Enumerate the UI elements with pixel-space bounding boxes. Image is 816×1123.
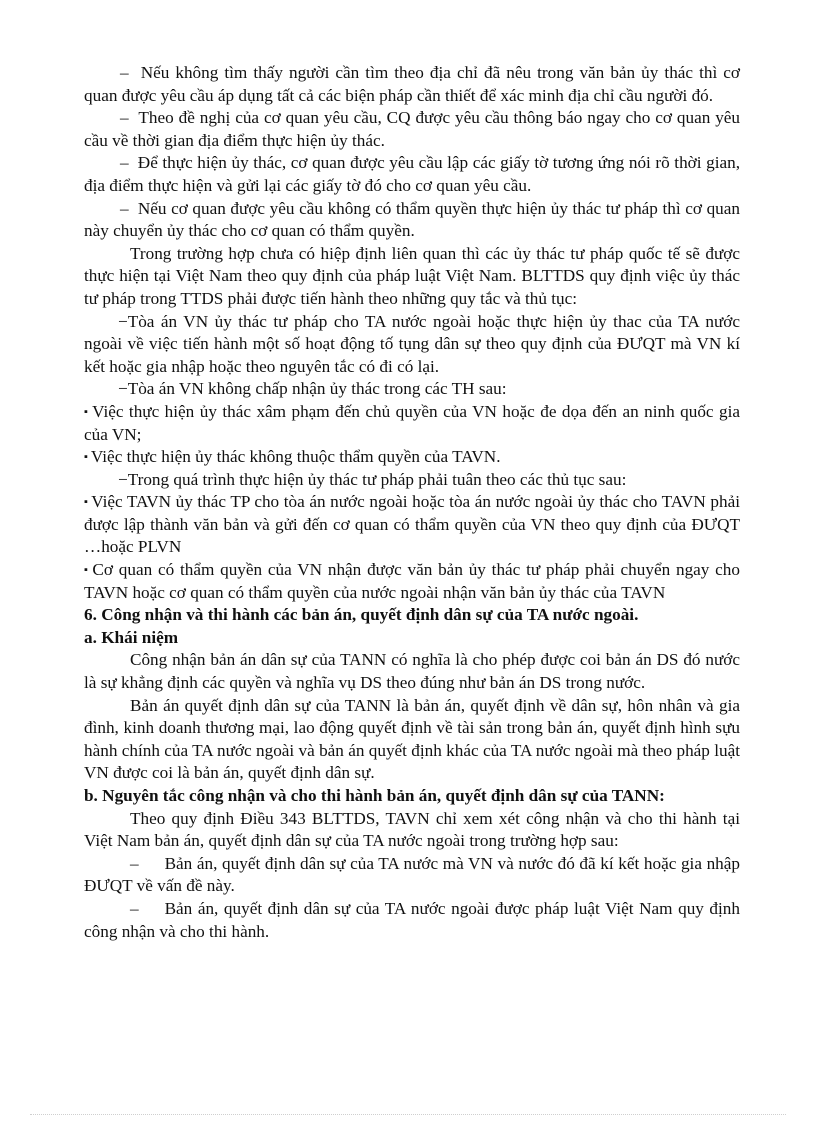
subsection-heading: a. Khái niệm [84, 627, 179, 647]
dash-marker: − [118, 379, 128, 399]
list-item [84, 378, 740, 401]
paragraph-text: Tòa án VN ủy thác tư pháp cho TA nước ngoài hoặc thực hiện ủy thac của TA nước ngoài về việc tiến hành một số hoạt động tố tụng dân sự theo quy định của ĐƯQT mà VN kí kết hoặc gia nhập hoặc theo nguyên tắc có đi có lại. [84, 311, 740, 376]
body-paragraph: Theo quy định Điều 343 BLTTDS, TAVN chỉ xem xét công nhận và cho thi hành tại Việt Nam bản án, quyết định dân sự của TA nước ngoài trong trường hợp sau: [84, 808, 740, 851]
paragraph-text: Việc TAVN ủy thác TP cho tòa án nước ngoài hoặc tòa án nước ngoài ủy thác cho TAVN phải được lập thành văn bản và gửi đến cơ quan có thẩm quyền của VN theo quy định của ĐƯQT …hoặc PLVN [84, 492, 740, 557]
square-bullet-icon: ▪ [84, 405, 90, 418]
paragraph-text: Để thực hiện ủy thác, cơ quan được yêu cầu lập các giấy tờ tương ứng nói rõ thời gian, địa điểm thực hiện và gửi lại các giấy tờ đó cho cơ quan yêu cầu. [84, 153, 741, 195]
document-page [84, 62, 740, 943]
paragraph-text: Bản án, quyết định dân sự của TA nước ngoài được pháp luật Việt Nam quy định công nhận và cho thi hành. [84, 898, 740, 941]
dash-marker: – [130, 853, 139, 873]
paragraph-text: Cơ quan có thẩm quyền của VN nhận được văn bản ủy thác tư pháp phải chuyển ngay cho TAVN hoặc cơ quan có thẩm quyền của nước ngoài nhận văn bản ủy thác của TAVN [84, 560, 740, 602]
dash-marker: − [118, 311, 128, 331]
bullet-item [84, 401, 740, 446]
paragraph-text: Bản án, quyết định dân sự của TA nước mà VN và nước đó đã kí kết hoặc gia nhập ĐƯQT về vấn đề này. [84, 853, 740, 896]
page-bottom-divider [30, 1114, 786, 1115]
paragraph-text: Tòa án VN không chấp nhận ủy thác trong các TH sau: [127, 379, 507, 399]
dash-marker: − [118, 469, 128, 489]
body-paragraph: Công nhận bản án dân sự của TANN có nghĩa là cho phép được coi bản án DS đó nước là sự khẳng định các quyền và nghĩa vụ DS theo đúng như bản án DS trong nước. [84, 650, 740, 693]
section-heading: 6. Công nhận và thi hành các bản án, quyết định dân sự của TA nước ngoài. [84, 605, 639, 625]
paragraph-text: Việc thực hiện ủy thác xâm phạm đến chủ quyền của VN hoặc đe dọa đến an ninh quốc gia của VN; [84, 401, 740, 444]
list-item [84, 311, 740, 379]
paragraph-text: Nếu không tìm thấy người cần tìm theo địa chỉ đã nêu trong văn bản ủy thác thì cơ quan được yêu cầu áp dụng tất cả các biện pháp cần thiết để xác minh địa chỉ cầu người đó. [84, 63, 740, 105]
dash-marker: – [120, 198, 129, 218]
square-bullet-icon: ▪ [84, 496, 89, 509]
dash-marker: – [120, 108, 129, 128]
dash-marker: – [120, 63, 129, 82]
bullet-item [84, 559, 740, 604]
square-bullet-icon: ▪ [84, 564, 90, 577]
body-paragraph [84, 243, 740, 311]
list-item [84, 198, 740, 243]
list-item [84, 469, 740, 492]
dash-marker: – [130, 898, 139, 918]
dash-marker: – [120, 153, 129, 173]
list-item [84, 152, 740, 197]
bullet-item [84, 491, 740, 559]
list-item [84, 107, 740, 152]
paragraph-text: Trong trường hợp chưa có hiệp định liên quan thì các ủy thác tư pháp quốc tế sẽ được thực hiện tại Việt Nam theo quy định của pháp luật Việt Nam. BLTTDS quy định việc ủy thác tư pháp trong TTDS phải được tiến hành theo những quy tắc và thủ tục: [84, 243, 740, 308]
list-item [84, 898, 740, 943]
body-paragraph: Bản án quyết định dân sự của TANN là bản án, quyết định về dân sự, hôn nhân và gia đình, kinh doanh thương mại, lao động quyết định về tài sản trong bản án, quyết định hình sựu hành chính của TA nước ngoài và bản án quyết định khác của TA nước ngoài mà theo pháp luật VN được coi là bản án, quyết định dân sự. [84, 695, 740, 783]
list-item [84, 62, 740, 107]
subsection-heading: b. Nguyên tắc công nhận và cho thi hành bản án, quyết định dân sự của TANN: [84, 786, 665, 805]
paragraph-text: Việc thực hiện ủy thác không thuộc thẩm quyền của TAVN. [90, 447, 501, 467]
paragraph-text: Nếu cơ quan được yêu cầu không có thẩm quyền thực hiện ủy thác tư pháp thì cơ quan này chuyển ủy thác cho cơ quan có thẩm quyền. [84, 198, 741, 241]
paragraph-text: Theo đề nghị của cơ quan yêu cầu, CQ được yêu cầu thông báo ngay cho cơ quan yêu cầu về thời gian địa điểm thực hiện ủy thác. [84, 108, 741, 150]
list-item [84, 853, 740, 898]
paragraph-text: Trong quá trình thực hiện ủy thác tư pháp phải tuân theo các thủ tục sau: [127, 469, 627, 489]
bullet-item [84, 446, 740, 469]
square-bullet-icon: ▪ [84, 451, 88, 464]
